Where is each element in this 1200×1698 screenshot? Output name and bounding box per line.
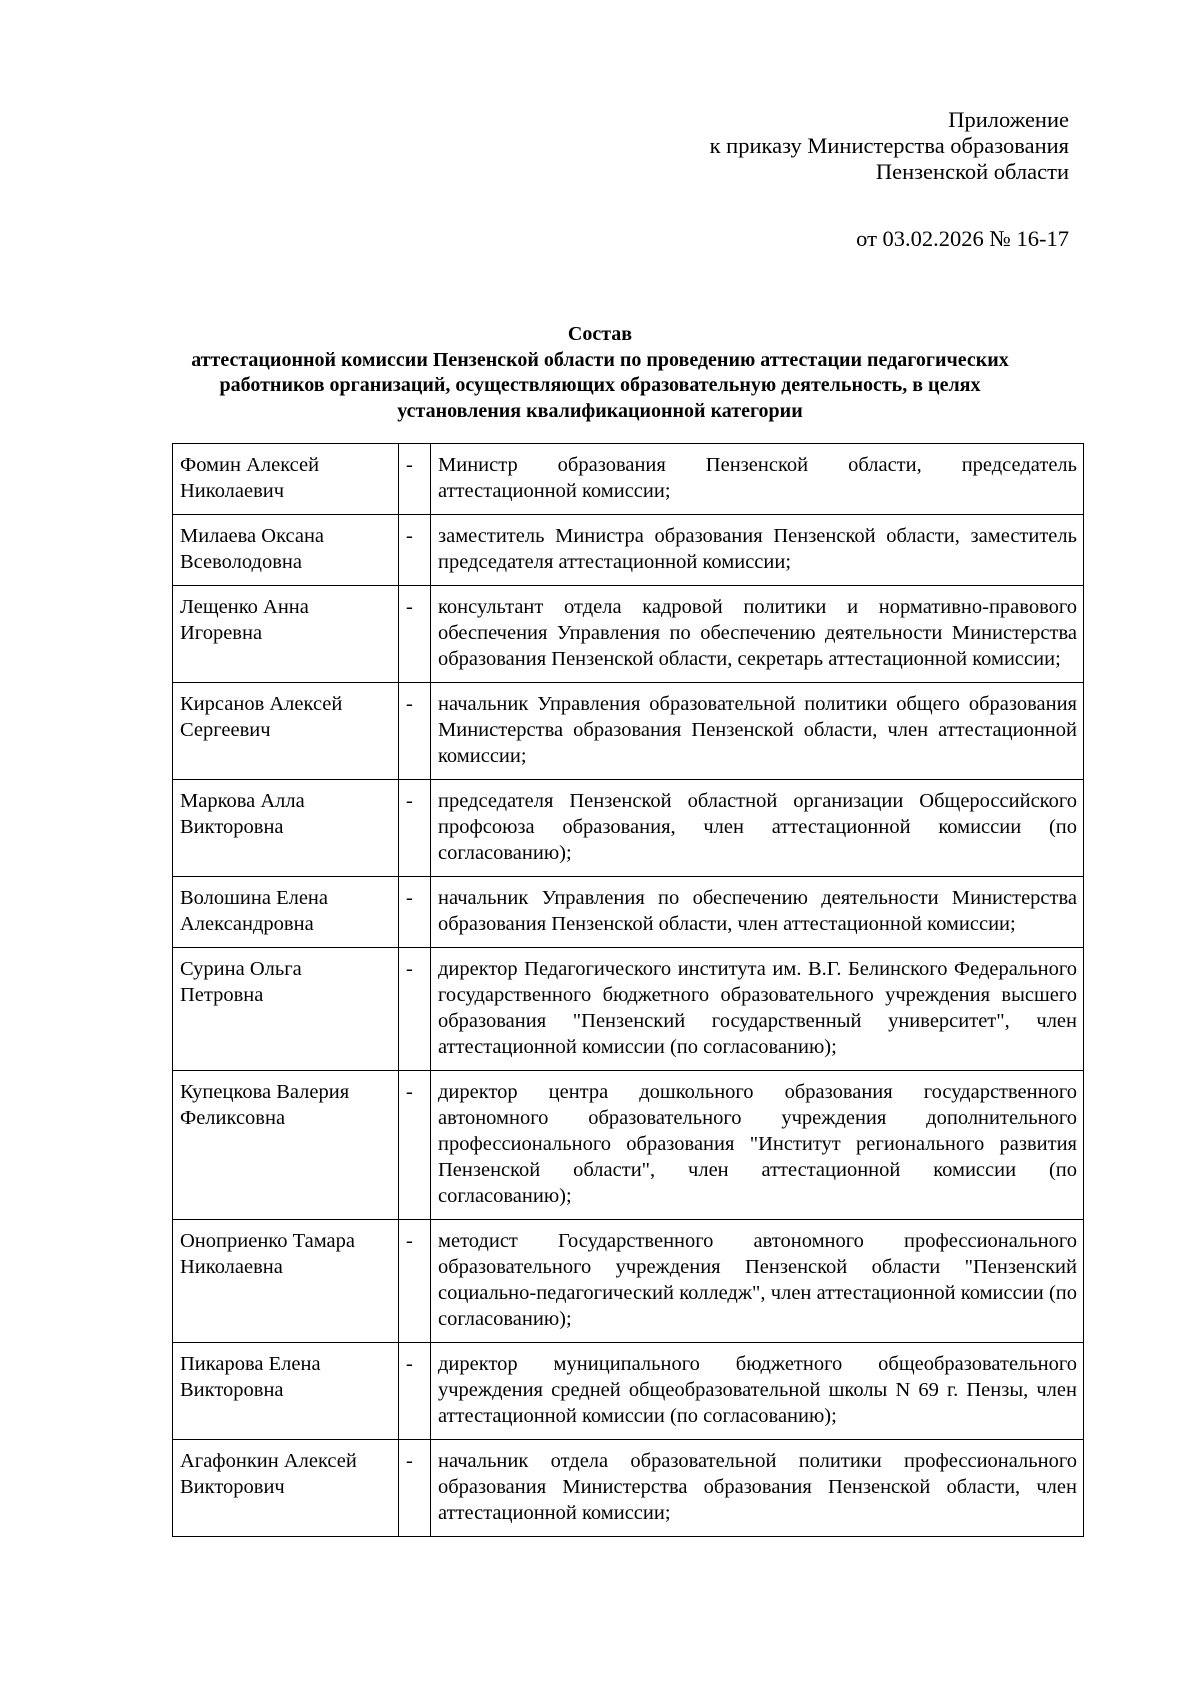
appendix-line-1: Приложение [948,107,1069,132]
member-row [173,515,1084,586]
document-title [160,322,1040,424]
member-row [173,586,1084,683]
member-role: директор центра дошкольного образования государственного автономного образовательного учреждения дополнительного профессионального образования "Институт регионального развития Пензенской области", член аттестационной комиссии (по согласованию); [431,1071,1084,1220]
member-separator: - [399,444,431,515]
member-row [173,780,1084,877]
member-separator: - [399,586,431,683]
member-name-cell [173,1071,399,1220]
member-name-cell [173,1440,399,1537]
member-name: Фомин Алексей Николаевич [180,454,320,502]
order-reference: от 03.02.2026 № 16-17 [856,226,1069,251]
member-role: консультант отдела кадровой политики и нормативно-правового обеспечения Управления по обеспечению деятельности Министерства образования Пензенской области, секретарь аттестационной комиссии; [431,586,1084,683]
member-separator: - [399,1071,431,1220]
member-name: Лещенко Анна Игоревна [180,596,309,644]
member-role: директор Педагогического института им. В.Г. Белинского Федерального государственного бюджетного образовательного учреждения высшего образования "Пензенский государственный университет", член аттестационной комиссии (по согласованию); [431,948,1084,1071]
member-row [173,683,1084,780]
member-role: начальник Управления по обеспечению деятельности Министерства образования Пензенской области, член аттестационной комиссии; [431,877,1084,948]
title-line-2: работников организаций, осуществляющих образовательную деятельность, в целях [219,374,981,396]
member-name-cell [173,683,399,780]
member-name-cell [173,780,399,877]
member-name-cell [173,586,399,683]
member-separator: - [399,948,431,1071]
member-name: Купецкова Валерия Феликсовна [180,1081,350,1129]
member-separator: - [399,683,431,780]
member-separator: - [399,1343,431,1440]
member-name: Маркова Алла Викторовна [180,790,305,838]
member-row [173,444,1084,515]
title-heading: Состав [567,323,633,345]
appendix-line-3: Пензенской области [875,159,1069,184]
member-name: Оноприенко Тамара Николаевна [180,1230,355,1278]
member-name: Агафонкин Алексей Викторович [180,1450,357,1498]
member-name: Пикарова Елена Викторовна [180,1353,321,1401]
member-name: Волошина Елена Александровна [180,887,329,935]
title-line-1: аттестационной комиссии Пензенской области по проведению аттестации педагогических [191,348,1009,371]
member-row [173,1440,1084,1537]
member-role: директор муниципального бюджетного общеобразовательного учреждения средней общеобразовательной школы N 69 г. Пензы, член аттестационной комиссии (по согласованию); [431,1343,1084,1440]
member-role: методист Государственного автономного профессионального образовательного учреждения Пензенской области "Пензенский социально-педагогический колледж", член аттестационной комиссии (по согласованию); [431,1220,1084,1343]
member-role: председателя Пензенской областной организации Общероссийского профсоюза образования, член аттестационной комиссии (по согласованию); [431,780,1084,877]
member-row [173,948,1084,1071]
member-separator: - [399,877,431,948]
member-name: Кирсанов Алексей Сергеевич [180,693,343,741]
member-row [173,1071,1084,1220]
member-separator: - [399,1440,431,1537]
appendix-header [710,107,1069,185]
member-separator: - [399,780,431,877]
member-role: заместитель Министра образования Пензенской области, заместитель председателя аттестационной комиссии; [431,515,1084,586]
member-row [173,1220,1084,1343]
member-name-cell [173,877,399,948]
member-name-cell [173,1343,399,1440]
member-separator: - [399,515,431,586]
members-table-body [173,444,1084,1537]
commission-members-table [172,443,1084,1537]
appendix-line-2: к приказу Министерства образования [709,133,1069,158]
member-row [173,877,1084,948]
member-name: Сурина Ольга Петровна [180,958,302,1006]
member-row [173,1343,1084,1440]
member-name-cell [173,444,399,515]
title-line-3: установления квалификационной категории [397,399,803,422]
member-role: начальник Управления образовательной политики общего образования Министерства образования Пензенской области, член аттестационной комиссии; [431,683,1084,780]
member-name-cell [173,1220,399,1343]
member-separator: - [399,1220,431,1343]
member-name: Милаева Оксана Всеволодовна [180,525,325,573]
member-role: начальник отдела образовательной политики профессионального образования Министерства образования Пензенской области, член аттестационной комиссии; [431,1440,1084,1537]
member-name-cell [173,515,399,586]
member-role: Министр образования Пензенской области, председатель аттестационной комиссии; [431,444,1084,515]
member-name-cell [173,948,399,1071]
